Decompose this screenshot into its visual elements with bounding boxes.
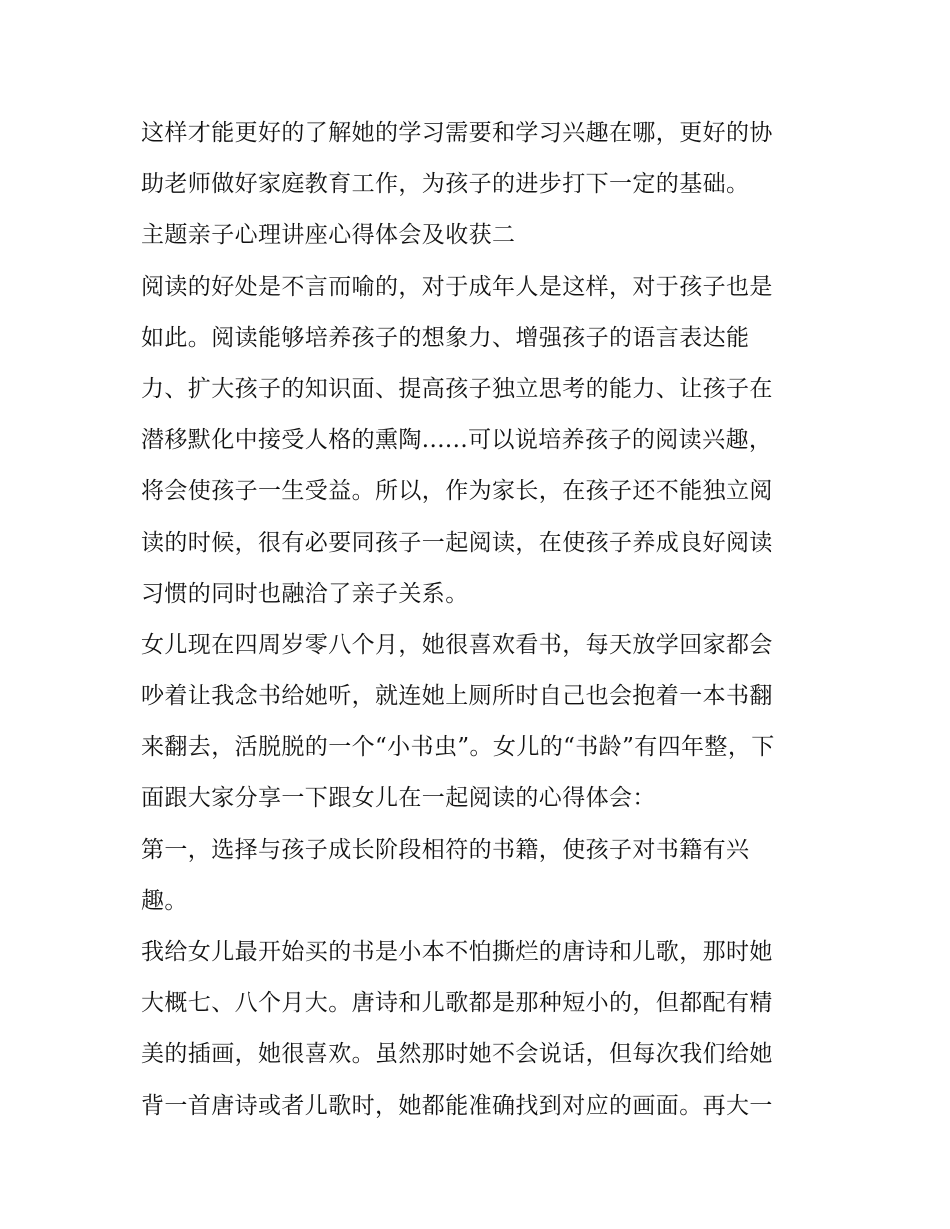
- section-heading: 主题亲子心理讲座心得体会及收获二: [141, 222, 516, 249]
- paragraph-line: 力、扩大孩子的知识面、提高孩子独立思考的能力、让孩子在: [141, 375, 773, 402]
- paragraph-line: 大概七、八个月大。唐诗和儿歌都是那种短小的，但都配有精: [141, 990, 773, 1017]
- paragraph-line: 面跟大家分享一下跟女儿在一起阅读的心得体会：: [141, 785, 656, 812]
- paragraph-line: 背一首唐诗或者儿歌时，她都能准确找到对应的画面。再大一: [141, 1092, 773, 1119]
- paragraph-line: 将会使孩子一生受益。所以，作为家长，在孩子还不能独立阅: [141, 478, 773, 505]
- document-body: [141, 108, 821, 1132]
- paragraph-line: 吵着让我念书给她听，就连她上厕所时自己也会抱着一本书翻: [141, 683, 773, 710]
- paragraph-line: 女儿现在四周岁零八个月，她很喜欢看书，每天放学回家都会: [141, 631, 773, 658]
- paragraph-line: 趣。: [141, 887, 188, 914]
- paragraph-line: 如此。阅读能够培养孩子的想象力、增强孩子的语言表达能: [141, 324, 750, 351]
- paragraph-line: 第一，选择与孩子成长阶段相符的书籍，使孩子对书籍有兴: [141, 836, 750, 863]
- paragraph-line: 潜移默化中接受人格的熏陶......可以说培养孩子的阅读兴趣，: [141, 427, 773, 454]
- paragraph-line: 习惯的同时也融洽了亲子关系。: [141, 580, 469, 607]
- paragraph-line: 读的时候，很有必要同孩子一起阅读，在使孩子养成良好阅读: [141, 529, 773, 556]
- paragraph-line: 这样才能更好的了解她的学习需要和学习兴趣在哪，更好的协: [141, 120, 773, 146]
- paragraph-line: 来翻去，活脱脱的一个“小书虫”。女儿的“书龄”有四年整，下: [141, 734, 775, 761]
- paragraph-line: 美的插画，她很喜欢。虽然那时她不会说话，但每次我们给她: [141, 1041, 773, 1068]
- paragraph-line: 阅读的好处是不言而喻的，对于成年人是这样，对于孩子也是: [141, 273, 773, 300]
- paragraph-line: 助老师做好家庭教育工作，为孩子的进步打下一定的基础。: [141, 171, 750, 198]
- paragraph-line: 我给女儿最开始买的书是小本不怕撕烂的唐诗和儿歌，那时她: [141, 939, 773, 965]
